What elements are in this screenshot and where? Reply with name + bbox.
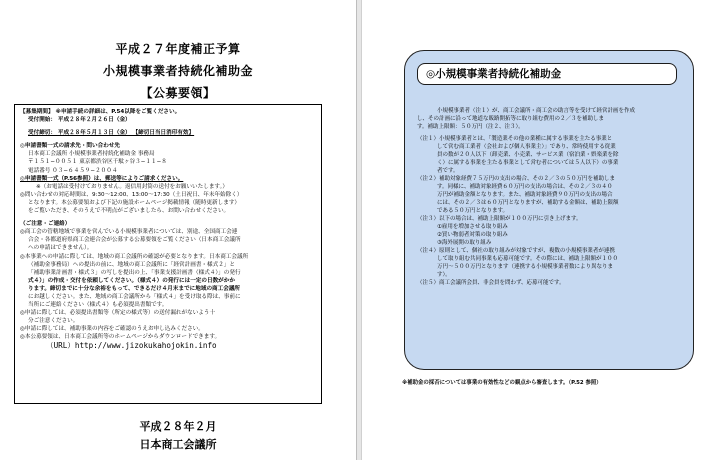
- info-box-line: （ご注意・ご連絡）: [20, 221, 71, 228]
- summary-line: （注５）商工会議所会員、非会員を問わず、応募可能です。: [417, 280, 565, 286]
- info-box-line: ◎問い合わせの対応時間は、9:30〜12:00、13:00〜17:30（土日祝日、年末年始除く）: [20, 191, 243, 198]
- summary-line: して取り組む共同事業も応募可能です。その際には、補助上限額が１００: [437, 256, 619, 262]
- document-title-line-3: 【公募要領】: [140, 86, 216, 100]
- summary-line: ①雇用を増加させる取り組み: [437, 224, 508, 230]
- summary-line: し、その計画に沿って地道な販路開拓等に取り組む費用の２／３を補助しま: [417, 116, 605, 122]
- summary-line: （注１）小規模事業者とは、「製造業その他の業種に属する事業を主たる事業と: [417, 136, 613, 142]
- info-box-line: ◎本公募要領は、日本商工会議所等のホームページからダウンロードできます。: [20, 334, 221, 341]
- info-box-line: をご覧いただき、そのうえで不明点がございましたら、お問い合わせください。: [28, 208, 230, 215]
- info-box-line: 電話番号 ０３−６４５９−２００４: [28, 167, 118, 174]
- summary-line: して営む商工業者（会社および個人事業主）」であり、常時使用する従業: [437, 144, 616, 150]
- summary-line: 小規模事業者（注１）が、商工会議所・商工会の助言等を受けて経営計画を作成: [437, 108, 636, 114]
- summary-line: である５０万円となります。: [437, 208, 509, 214]
- summary-panel: [404, 50, 694, 370]
- info-box-line: ※（お電話は受付けておりません。返信用封筒の送付をお願いいたします。）: [36, 183, 228, 190]
- summary-line: 万円が補助金額となります。また、補助対象経費９０万円の支出の場合: [437, 192, 613, 198]
- info-box-line: （補助金事務局）への提出の前に、地域の商工会議所に「経営計画書・様式２」と: [28, 261, 235, 268]
- footer-organization: 日本商工会議所: [139, 438, 217, 451]
- info-box-line: 受付締切： 平成２８年５月１３日（金） 【締切日当日消印有効】: [28, 130, 195, 137]
- info-box-line: ◎申請書類一式（P.56参照）は、郵送等によりご請求ください。: [20, 175, 184, 182]
- application-info-box: [14, 104, 322, 404]
- left-page: [0, 0, 356, 460]
- info-box-line: 「補助事業計画書・様式３」の写しを提出の上、「事業支援計画書（様式４）」の発行: [28, 269, 241, 276]
- info-box-line: ◎申請に際しては、必須提出書類等（所定の様式等）の送付漏れがないよう十: [20, 310, 216, 317]
- summary-body: [417, 107, 685, 287]
- info-box-line: 〒１５１−００５１ 東京都渋谷区千駄ヶ谷３−１１−８: [28, 159, 167, 166]
- info-box-line: 式４）」の作成・交付を依頼してください。（様式４）の発行には一定の日数がかか: [28, 277, 235, 284]
- info-box-line: ◎申請書類一式の請求先・問い合わせ先: [20, 143, 120, 150]
- summary-line: 者です。: [437, 168, 459, 174]
- info-box-line: となります。本公募要領および下記の施設ホームページ掲載情報（随時更新します）: [28, 199, 241, 206]
- summary-line: 員の数が２０人以下（卸売業、小売業、サービス業（宿泊業・娯楽業を除: [437, 152, 619, 158]
- info-box-line: ◎本事業への申請に際しては、地域の商工会議所の確認が必要となります。日本商工会議所: [20, 253, 249, 260]
- summary-line: ②買い物弱者対策の取り組み: [437, 232, 508, 238]
- info-box-line: 【募集期間】 ※申請手続の詳細は、P.54以降をご覧ください。: [20, 109, 181, 115]
- info-box-line: への申請はできません）。: [28, 245, 93, 252]
- summary-line: （注３）以下の場合は、補助上限額が１００万円に引き上げます。: [417, 216, 582, 222]
- summary-line: （注４）原則として、個社の取り組みが対象ですが、複数の小規模事業者が連携: [417, 248, 615, 254]
- summary-line: ③海外展開の取り組み: [437, 240, 492, 246]
- footer-date: 平成２８年２月: [139, 420, 217, 433]
- info-box-line: 分ご注意ください。: [28, 318, 79, 325]
- summary-line: 万円〜５００万円となります（連携する小規模事業者数により異なりま: [437, 264, 614, 270]
- document-title-line-1: 平成２７年度補正予算: [115, 42, 241, 56]
- summary-heading: ◎小規模事業者持続化補助金: [417, 63, 677, 85]
- right-page: [362, 0, 720, 460]
- summary-line: く）に属する事業を主たる事業として営む者については５人以下）の事業: [437, 160, 619, 166]
- summary-line: す。同様に、補助対象経費６０万円の支出の場合は、その２／３の４０: [437, 184, 613, 190]
- info-box-line: 当所にご連絡ください（様式４）も必須提出書類です。: [28, 302, 168, 309]
- document-title-line-2: 小規模事業者持続化補助金: [102, 64, 253, 78]
- summary-line: （注２）補助対象経費７５万円の支出の場合、その２／３の５０万円を補助しま: [417, 176, 616, 182]
- summary-line: す）。: [437, 272, 451, 278]
- info-box-line: ◎申請に際しては、補助事業の内容をご確認のうえお申し込みください。: [20, 326, 204, 333]
- info-box-line: 受付開始： 平成２８年２月２６日（金）: [28, 117, 131, 124]
- info-box-line: ります。締切までに十分な余裕をもって、できるだけ４月末までに地域の商工会議所: [28, 285, 241, 292]
- info-box-line: 合会・各都道府県商工会連合会が公募する公募要領をご覧ください（日本商工会議所: [28, 237, 241, 244]
- info-box-line: にお越しください。また、地域の商工会議所から「様式４」を受け取る際は、事前に: [28, 293, 241, 300]
- url-line[interactable]: （URL）http://www.jizokukahojokin.info: [46, 341, 217, 350]
- info-box-line: 日本商工会議所 小規模事業者持続化補助金 事務局: [28, 151, 155, 158]
- info-box-line: ◎商工会の管轄地域で事業を営んでいる小規模事業者については、別途、全国商工会連: [20, 229, 238, 236]
- review-footnote: ※補助金の採否については事業の有効性などの観点から審査します。（P.52 参照）: [402, 380, 602, 386]
- summary-line: には、その２／３は６０万円となりますが、補助する金額は、補助上限額: [437, 200, 619, 206]
- summary-line: す。補助上限額：５０万円（注２、注３）。: [417, 124, 524, 130]
